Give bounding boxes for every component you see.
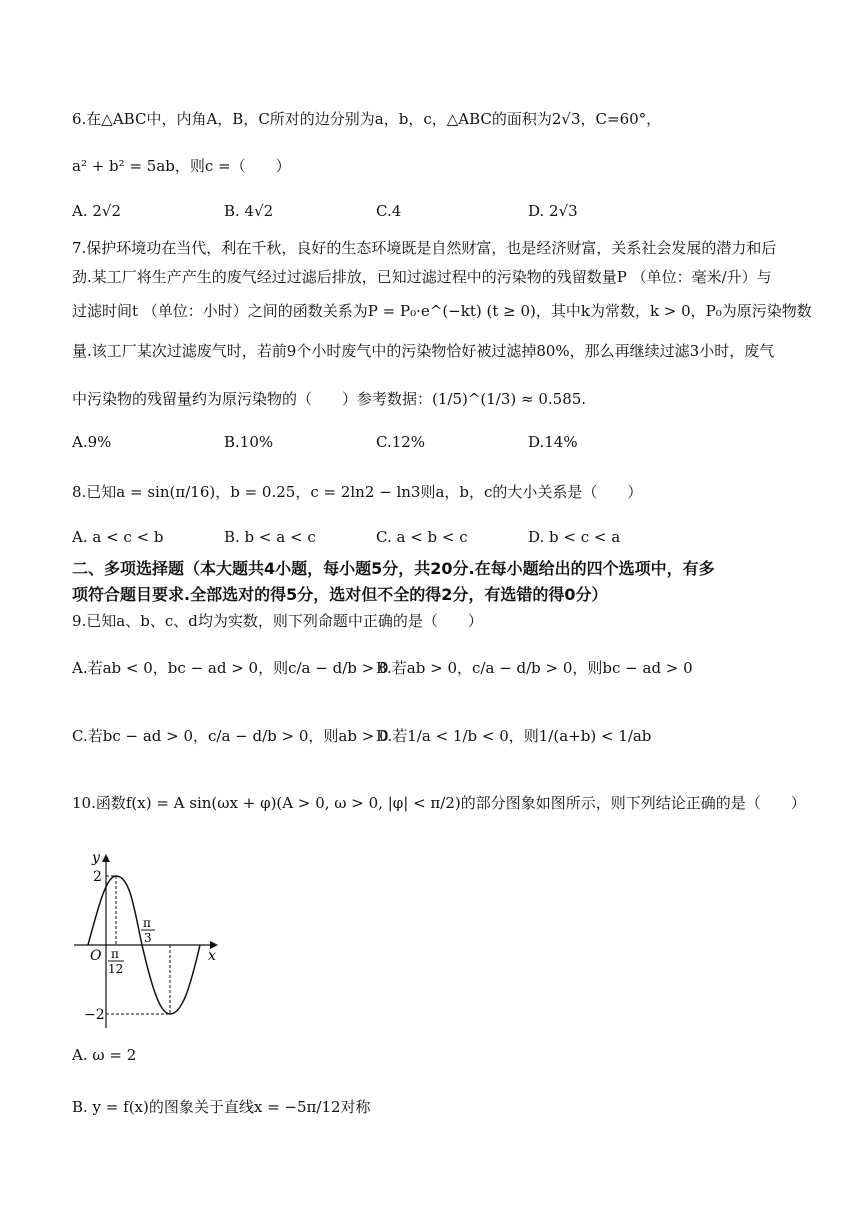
q8-option-b: B. b < a < c bbox=[224, 528, 316, 546]
q6-option-d: D. 2√3 bbox=[528, 202, 578, 220]
q9-stem: 9.已知a、b、c、d均为实数，则下列命题中正确的是（ ） bbox=[72, 612, 483, 630]
y-axis-arrow bbox=[102, 854, 110, 862]
q9-option-b: B.若ab > 0，c/a − d/b > 0，则bc − ad > 0 bbox=[376, 659, 693, 677]
q10-option-a: A. ω = 2 bbox=[72, 1046, 137, 1064]
y-axis-label: y bbox=[92, 850, 100, 866]
q7-option-b: B.10% bbox=[224, 433, 274, 451]
q7-line2: 劲.某工厂将生产产生的废气经过过滤后排放，已知过滤过程中的污染物的残留数量P （单位：毫米/升）与 bbox=[72, 268, 772, 286]
q6-option-b: B. 4√2 bbox=[224, 202, 274, 220]
q7-line5: 中污染物的残留量约为原污染物的（ ）参考数据：(1/5)^(1/3) ≈ 0.585. bbox=[72, 390, 587, 408]
tick-pi3-num: π bbox=[143, 916, 151, 930]
q10-stem: 10.函数f(x) = A sin(ωx + φ)(A > 0, ω > 0, |φ| < π/2)的部分图象如图所示，则下列结论正确的是（ ） bbox=[72, 794, 806, 812]
q6-option-c: C.4 bbox=[376, 202, 402, 220]
q7-option-d: D.14% bbox=[528, 433, 578, 451]
sine-graph bbox=[68, 848, 228, 1033]
tick-pi12-num: π bbox=[111, 947, 119, 961]
section2-heading-line1: 二、多项选择题（本大题共4小题，每小题5分，共20分.在每小题给出的四个选项中，有多 bbox=[72, 559, 715, 578]
y-min-label: −2 bbox=[84, 1007, 105, 1023]
q8-option-d: D. b < c < a bbox=[528, 528, 621, 546]
q9-option-a: A.若ab < 0，bc − ad > 0，则c/a − d/b > 0 bbox=[72, 659, 389, 677]
q8-stem: 8.已知a = sin(π/16)，b = 0.25，c = 2ln2 − ln3则a，b，c的大小关系是（ ） bbox=[72, 483, 643, 501]
y-max-label: 2 bbox=[93, 869, 102, 885]
q9-option-d: D.若1/a < 1/b < 0，则1/(a+b) < 1/ab bbox=[376, 727, 652, 745]
tick-pi12-den: 12 bbox=[108, 962, 124, 976]
q8-option-a: A. a < c < b bbox=[72, 528, 164, 546]
q6-line2: a² + b² = 5ab，则c =（ ） bbox=[72, 157, 291, 175]
q8-option-c: C. a < b < c bbox=[376, 528, 468, 546]
x-axis-label: x bbox=[208, 948, 216, 964]
q7-option-c: C.12% bbox=[376, 433, 426, 451]
q7-line4: 量.该工厂某次过滤废气时，若前9个小时废气中的污染物恰好被过滤掉80%，那么再继续过滤3小时，废气 bbox=[72, 342, 775, 360]
tick-pi3-den: 3 bbox=[144, 931, 152, 945]
origin-label: O bbox=[90, 948, 102, 964]
q7-option-a: A.9% bbox=[72, 433, 112, 451]
q10-option-b: B. y = f(x)的图象关于直线x = −5π/12对称 bbox=[72, 1098, 371, 1116]
q7-line1: 7.保护环境功在当代，利在千秋，良好的生态环境既是自然财富，也是经济财富，关系社会发展的潜力和后 bbox=[72, 239, 777, 257]
q6-option-a: A. 2√2 bbox=[72, 202, 122, 220]
q6-line1: 6.在△ABC中，内角A，B，C所对的边分别为a，b，c，△ABC的面积为2√3，C=60°， bbox=[72, 110, 662, 128]
section2-heading-line2: 项符合题目要求.全部选对的得5分，选对但不全的得2分，有选错的得0分） bbox=[72, 585, 608, 604]
q7-line3: 过滤时间t （单位：小时）之间的函数关系为P = P₀·e^(−kt) (t ≥ 0)，其中k为常数，k > 0，P₀为原污染物数 bbox=[72, 302, 812, 320]
q9-option-c: C.若bc − ad > 0，c/a − d/b > 0，则ab > 0 bbox=[72, 727, 389, 745]
